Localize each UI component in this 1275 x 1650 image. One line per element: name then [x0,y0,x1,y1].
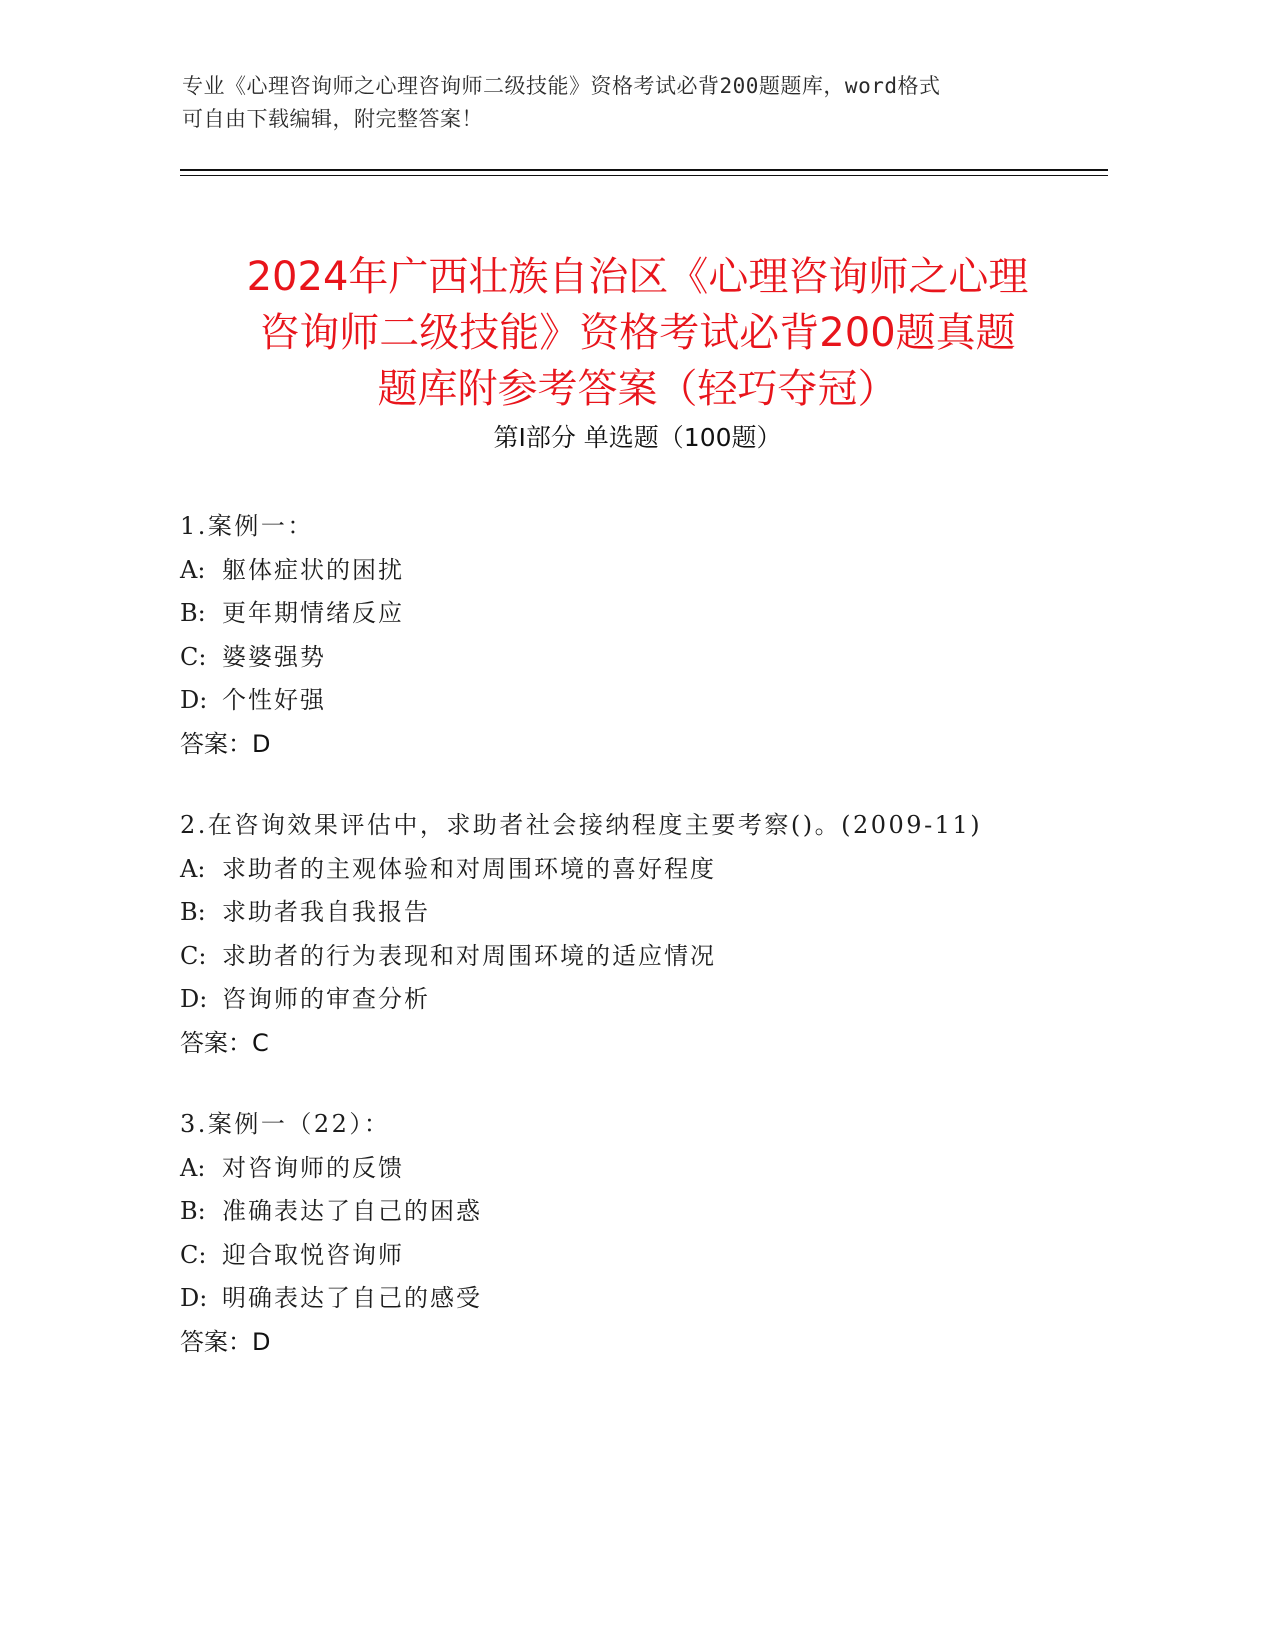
option-d [180,679,1130,723]
option-a [180,848,1130,892]
option-key: D: [180,985,208,1013]
header-divider-thick [180,169,1108,171]
answer-line: 答案：C [180,1028,269,1057]
option-key: C: [180,941,207,970]
option-b [180,1190,1130,1234]
section-heading: 第Ⅰ部分 单选题（100题） [493,423,782,452]
option-text: 咨询师的审查分析 [222,985,430,1013]
option-b [180,592,1130,636]
option-key: B: [180,599,206,627]
question-3 [180,1103,1130,1364]
header-note [182,70,1042,136]
option-text: 求助者的主观体验和对周围环境的喜好程度 [222,854,716,883]
option-key: C: [180,1240,207,1269]
document-title [150,249,1125,417]
document-title-line-1: 2024年广西壮族自治区《心理咨询师之心理 [246,253,1029,300]
question-stem: 1.案例一： [180,512,314,540]
option-a [180,1147,1130,1191]
option-text: 求助者的行为表现和对周围环境的适应情况 [222,941,716,970]
option-key: D: [180,686,208,714]
option-key: D: [180,1284,208,1312]
option-text: 迎合取悦咨询师 [222,1240,404,1269]
option-c [180,935,1130,979]
header-note-line-1: 专业《心理咨询师之心理咨询师二级技能》资格考试必背200题题库，word格式 [182,74,941,98]
option-text: 准确表达了自己的困惑 [222,1197,482,1225]
option-text: 对咨询师的反馈 [222,1153,404,1182]
option-text: 个性好强 [222,686,326,714]
question-list [180,505,1130,1402]
option-d [180,1277,1130,1321]
option-text: 婆婆强势 [222,642,326,671]
option-key: A: [180,1153,206,1182]
question-1 [180,505,1130,766]
option-b [180,891,1130,935]
option-c [180,1234,1130,1278]
document-title-line-3: 题库附参考答案（轻巧夺冠） [377,365,898,412]
document-title-line-2: 咨询师二级技能》资格考试必背200题真题 [259,309,1016,356]
header-note-line-2: 可自由下载编辑，附完整答案！ [182,107,483,131]
option-key: A: [180,854,206,883]
header-divider-thin [180,175,1108,176]
question-stem: 2.在咨询效果评估中，求助者社会接纳程度主要考察()。(2009-11) [180,811,983,839]
option-key: B: [180,898,206,926]
option-d [180,978,1130,1022]
option-c [180,636,1130,680]
option-key: B: [180,1197,206,1225]
option-key: A: [180,555,206,584]
option-text: 更年期情绪反应 [222,599,404,627]
answer-line: 答案：D [180,1327,271,1356]
option-text: 躯体症状的困扰 [222,555,404,584]
option-text: 求助者我自我报告 [222,898,430,926]
answer-line: 答案：D [180,729,271,758]
option-key: C: [180,642,207,671]
option-text: 明确表达了自己的感受 [222,1284,482,1312]
question-2 [180,804,1130,1065]
question-stem: 3.案例一（22）： [180,1110,391,1138]
option-a [180,549,1130,593]
